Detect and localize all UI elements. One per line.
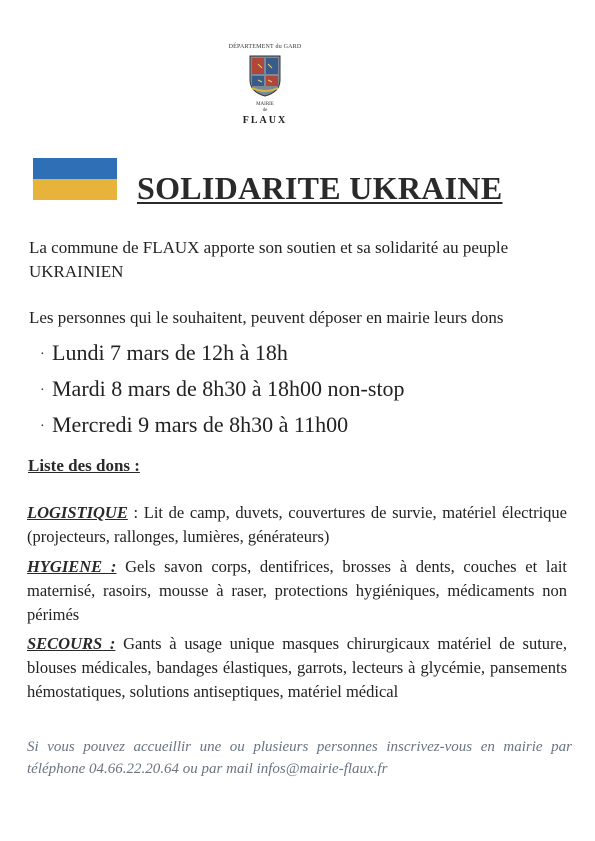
category-label: HYGIENE : (27, 557, 117, 576)
schedule-item: · Mardi 8 mars de 8h30 à 18h00 non-stop (40, 372, 405, 408)
mairie-label: MAIRIE (256, 102, 274, 107)
department-label: DÉPARTEMENT du GARD (228, 44, 302, 50)
schedule-list (40, 336, 405, 444)
bullet-icon: · (40, 346, 45, 362)
category-text: Lit de camp, duvets, couvertures de survie, matériel électrique (projecteurs, rallonges, lumières, générateurs) (27, 503, 567, 546)
schedule-item: · Lundi 7 mars de 12h à 18h (40, 336, 405, 372)
category-label: LOGISTIQUE (27, 503, 128, 522)
category-text: Gants à usage unique masques chirurgicaux matériel de suture, blouses médicales, bandages élastiques, garrots, lecteurs à glycémie, pansements hémostatiques, solutions antiseptiques, matériel médical (27, 634, 567, 701)
de-label: de (262, 108, 268, 113)
flag-blue-stripe (33, 158, 117, 179)
bullet-icon: · (40, 418, 45, 434)
page-title: SOLIDARITE UKRAINE (137, 170, 503, 206)
category-logistique: LOGISTIQUE : Lit de camp, duvets, couvertures de survie, matériel électrique (projecteurs, rallonges, lumières, générateurs) (27, 503, 567, 546)
bullet-icon: · (40, 382, 45, 398)
municipal-emblem (222, 44, 308, 126)
coat-of-arms-icon (248, 54, 282, 98)
contact-paragraph: Si vous pouvez accueillir une ou plusieurs personnes inscrivez-vous en mairie par téléphone 04.66.22.20.64 ou par mail infos@mairie-flaux.fr (27, 739, 572, 777)
category-hygiene (27, 555, 567, 627)
ukraine-flag (33, 158, 117, 200)
category-secours (27, 632, 567, 704)
deposit-paragraph: Les personnes qui le souhaitent, peuvent déposer en mairie leurs dons (29, 308, 504, 327)
category-label: SECOURS : (27, 634, 116, 653)
flag-yellow-stripe (33, 179, 117, 200)
category-text: Gels savon corps, dentifrices, brosses à dents, couches et lait maternisé, rasoirs, mousse à raser, protections hygiéniques, médicaments non périmés (27, 557, 568, 624)
town-name: FLAUX (242, 115, 288, 126)
schedule-item: · Mercredi 9 mars de 8h30 à 11h00 (40, 408, 405, 444)
intro-paragraph: La commune de FLAUX apporte son soutien et sa solidarité au peuple UKRAINIEN (29, 238, 509, 281)
donation-list-heading: Liste des dons : (28, 456, 140, 475)
